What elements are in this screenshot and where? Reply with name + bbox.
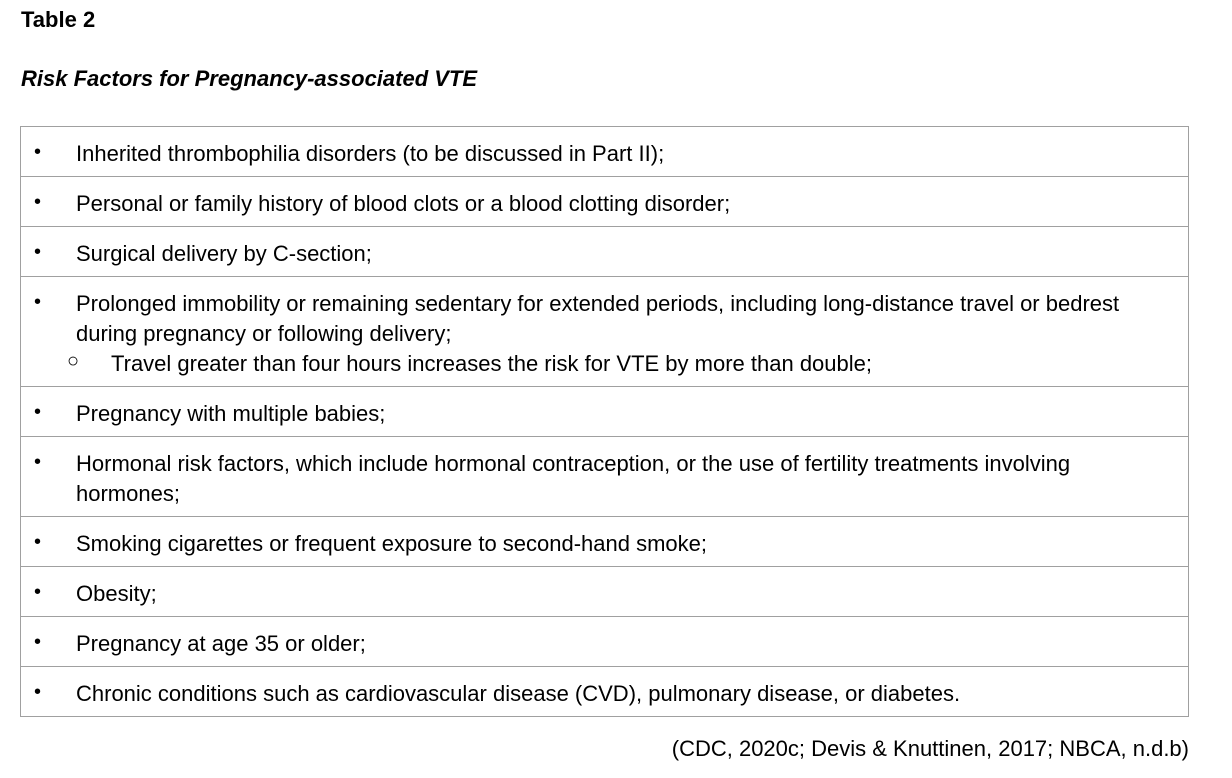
list-item-text: Personal or family history of blood clots or a blood clotting disorder;: [76, 191, 731, 216]
list-item: [21, 529, 1180, 559]
table-row: [21, 227, 1189, 277]
list-item-text: Inherited thrombophilia disorders (to be discussed in Part II);: [76, 141, 665, 166]
list-item-text: Hormonal risk factors, which include hormonal contraception, or the use of fertility treatments involving hormones;: [76, 451, 1071, 506]
bullet-icon: •: [34, 291, 42, 313]
bullet-icon: •: [34, 401, 42, 423]
list-item-text: Smoking cigarettes or frequent exposure to second-hand smoke;: [76, 531, 708, 556]
list-item: [21, 679, 1180, 709]
table-cell: [21, 387, 1189, 437]
list-item: [21, 189, 1180, 219]
list-item-text: Surgical delivery by C-section;: [76, 241, 372, 266]
sub-list-item-text: Travel greater than four hours increases the risk for VTE by more than double;: [111, 351, 872, 376]
bullet-icon: •: [34, 631, 42, 653]
list-item-text: Prolonged immobility or remaining sedentary for extended periods, including long-distance travel or bedrest during pregnancy or following delivery;: [76, 291, 1120, 346]
table-row: [21, 177, 1189, 227]
bullet-icon: •: [34, 581, 42, 603]
table-row: [21, 277, 1189, 387]
table-cell: [21, 667, 1189, 717]
list-item: [21, 139, 1180, 169]
table-cell: [21, 567, 1189, 617]
list-item-text: Pregnancy with multiple babies;: [76, 401, 386, 426]
table-row: [21, 127, 1189, 177]
table-title: Risk Factors for Pregnancy-associated VTE: [21, 66, 478, 91]
list-item: [21, 289, 1180, 349]
list-item: [21, 399, 1180, 429]
circle-bullet-icon: ○: [67, 350, 80, 372]
list-item: [21, 239, 1180, 269]
bullet-icon: •: [34, 451, 42, 473]
table-cell: [21, 127, 1189, 177]
table-cell: [21, 177, 1189, 227]
bullet-icon: •: [34, 681, 42, 703]
table-row: [21, 387, 1189, 437]
risk-factors-table: [20, 126, 1189, 717]
table-row: [21, 667, 1189, 717]
table-row: [21, 617, 1189, 667]
citation: (CDC, 2020c; Devis & Knuttinen, 2017; NBCA, n.d.b): [671, 736, 1189, 761]
table-cell: [21, 617, 1189, 667]
list-item: [21, 449, 1180, 509]
table-row: [21, 437, 1189, 517]
sub-list-item: [21, 349, 1180, 379]
list-item-text: Pregnancy at age 35 or older;: [76, 631, 366, 656]
table-row: [21, 517, 1189, 567]
bullet-icon: •: [34, 241, 42, 263]
list-item-text: Obesity;: [76, 581, 157, 606]
bullet-icon: •: [34, 191, 42, 213]
table-row: [21, 567, 1189, 617]
table-cell: [21, 277, 1189, 387]
list-item: [21, 579, 1180, 609]
list-item-text: Chronic conditions such as cardiovascular disease (CVD), pulmonary disease, or diabetes.: [76, 681, 961, 706]
table-cell: [21, 437, 1189, 517]
list-item: [21, 629, 1180, 659]
bullet-icon: •: [34, 531, 42, 553]
table-label: Table 2: [21, 7, 96, 32]
table-cell: [21, 227, 1189, 277]
bullet-icon: •: [34, 141, 42, 163]
table-cell: [21, 517, 1189, 567]
